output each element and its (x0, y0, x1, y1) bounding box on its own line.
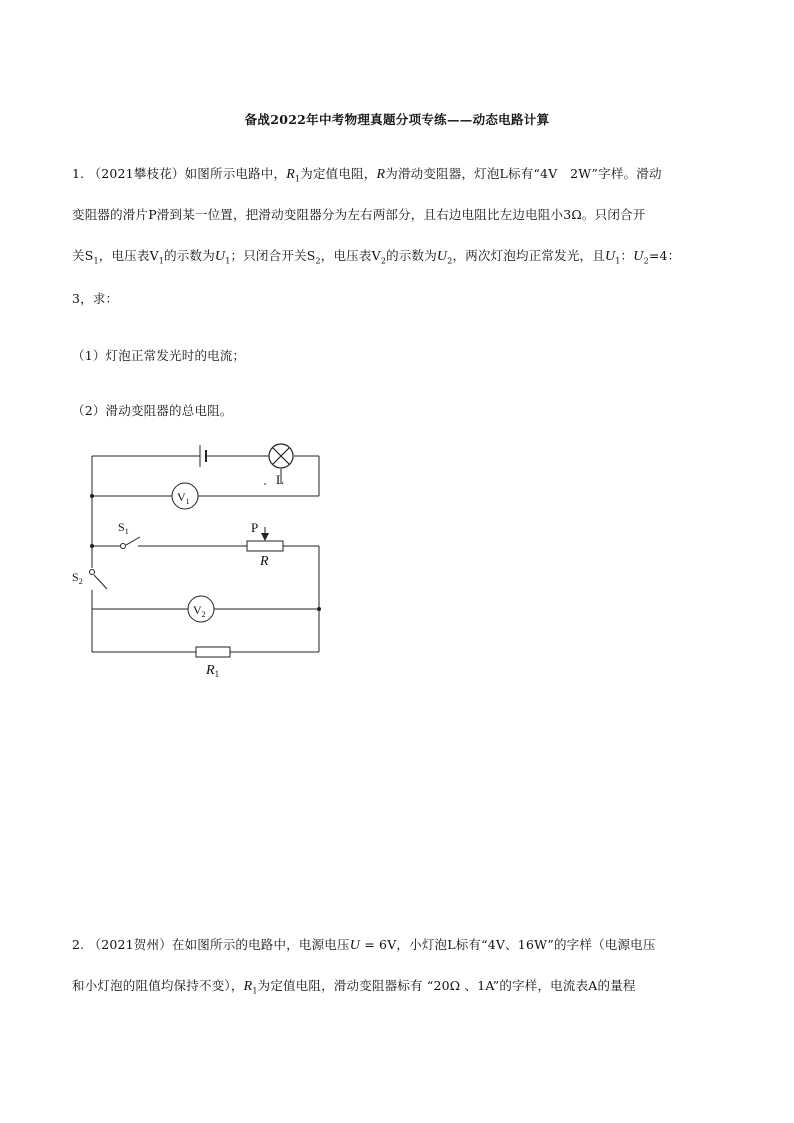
q1-ratio-u2-subscript: 2 (643, 256, 649, 266)
q1-line-4: 3，求： (72, 291, 119, 306)
q1-ratio-colon: ： (620, 248, 634, 263)
q2-line-1-b: = 6V，小灯泡L标有“4V、16W”的字样（电源电压 (360, 937, 656, 952)
q1-line-3-a: 关S (72, 248, 94, 263)
q1-u2-symbol: U (436, 249, 448, 264)
q1-line-3-g: ，两次灯泡均正常发光，且 (452, 248, 605, 263)
q2-r1-symbol: R (243, 979, 253, 994)
switch-s2-icon (90, 570, 108, 590)
q1-line-3-c: 的示数为 (164, 248, 215, 263)
v1-label: V (177, 490, 186, 504)
battery-icon (200, 445, 206, 467)
r-label: R (260, 554, 269, 569)
q1-line-3-f: 的示数为 (386, 248, 437, 263)
q1-subquestion-2: （2）滑动变阻器的总电阻。 (72, 403, 233, 418)
resistor-r1-icon (196, 647, 230, 657)
q1-line-1 (72, 164, 662, 184)
rheostat-r-icon (247, 541, 283, 551)
circuit-diagram (60, 435, 340, 685)
q1-u2-subscript: 2 (447, 256, 453, 266)
q1-line-3-e: ，电压表V (320, 248, 381, 263)
junction-dots (90, 494, 321, 611)
q1-line-3-i: =4： (648, 248, 681, 263)
q1-ratio-u2-symbol: U (633, 249, 644, 264)
q1-ratio-u1-subscript: 1 (615, 256, 621, 266)
q1-subquestion-1: （1）灯泡正常发光时的电流； (72, 348, 246, 363)
svg-text:R1 (205, 663, 219, 679)
v1-sub: 1 (185, 497, 190, 506)
q1-line-1-c: 为滑动变阻器，灯泡L标有“4V 2W”字样。滑动 (385, 166, 662, 181)
q1-v2-subscript: 2 (380, 256, 387, 266)
q2-line-2 (72, 976, 636, 996)
q2-line-2-a: 和小灯泡的阻值均保持不变）， (72, 978, 244, 993)
r1-label: R (206, 663, 215, 678)
s1-label: S (118, 520, 125, 534)
q1-u1-subscript: 1 (225, 256, 231, 266)
s1-sub: 1 (124, 527, 129, 536)
q1-v1-subscript: 1 (158, 256, 165, 266)
s2-sub: 2 (78, 577, 83, 586)
q2-r1-subscript: 1 (252, 986, 258, 996)
q1-line-1-a: 1. （2021攀枝花）如图所示电路中， (72, 166, 287, 181)
q2-u-symbol: U (349, 938, 361, 953)
slider-p-label: P (251, 520, 259, 535)
s2-label: S (72, 570, 79, 584)
q1-line-2: 变阻器的滑片P滑到某一位置，把滑动变阻器分为左右两部分，且右边电阻比左边电阻小3Ω。只闭合开 (72, 207, 646, 222)
v2-label: V (193, 603, 202, 617)
q1-r1-symbol: R (286, 167, 295, 182)
q2-line-1-a: 2. （2021贺州）在如图所示的电路中，电源电压 (72, 937, 350, 952)
q1-s1-subscript: 1 (93, 256, 99, 266)
svg-text:S1 (118, 520, 129, 536)
switch-s1-icon (121, 537, 141, 549)
r1-sub: 1 (214, 669, 220, 679)
q1-line-1-b: 为定值电阻， (300, 166, 377, 181)
q1-ratio-u1-symbol: U (604, 249, 616, 264)
q1-r1-subscript: 1 (294, 174, 301, 184)
q1-r-symbol: R (376, 167, 386, 182)
q1-line-3-b: ，电压表V (98, 248, 159, 263)
lamp-icon (269, 444, 293, 468)
q2-line-2-b: 为定值电阻，滑动变阻器标有 “20Ω 、1A”的字样，电流表A的量程 (257, 978, 636, 993)
q1-s2-subscript: 2 (315, 256, 321, 266)
page-title: 备战2022年中考物理真题分项专练——动态电路计算 (244, 112, 550, 127)
v2-sub: 2 (201, 610, 206, 619)
q2-line-1 (72, 935, 656, 954)
lamp-label: L (276, 472, 284, 487)
slider-arrow-icon (261, 533, 269, 541)
svg-text:S2 (72, 570, 83, 586)
q1-u1-symbol: U (214, 249, 226, 264)
q1-line-3-d: ；只闭合开关S (230, 248, 316, 263)
q1-line-3 (72, 246, 680, 266)
